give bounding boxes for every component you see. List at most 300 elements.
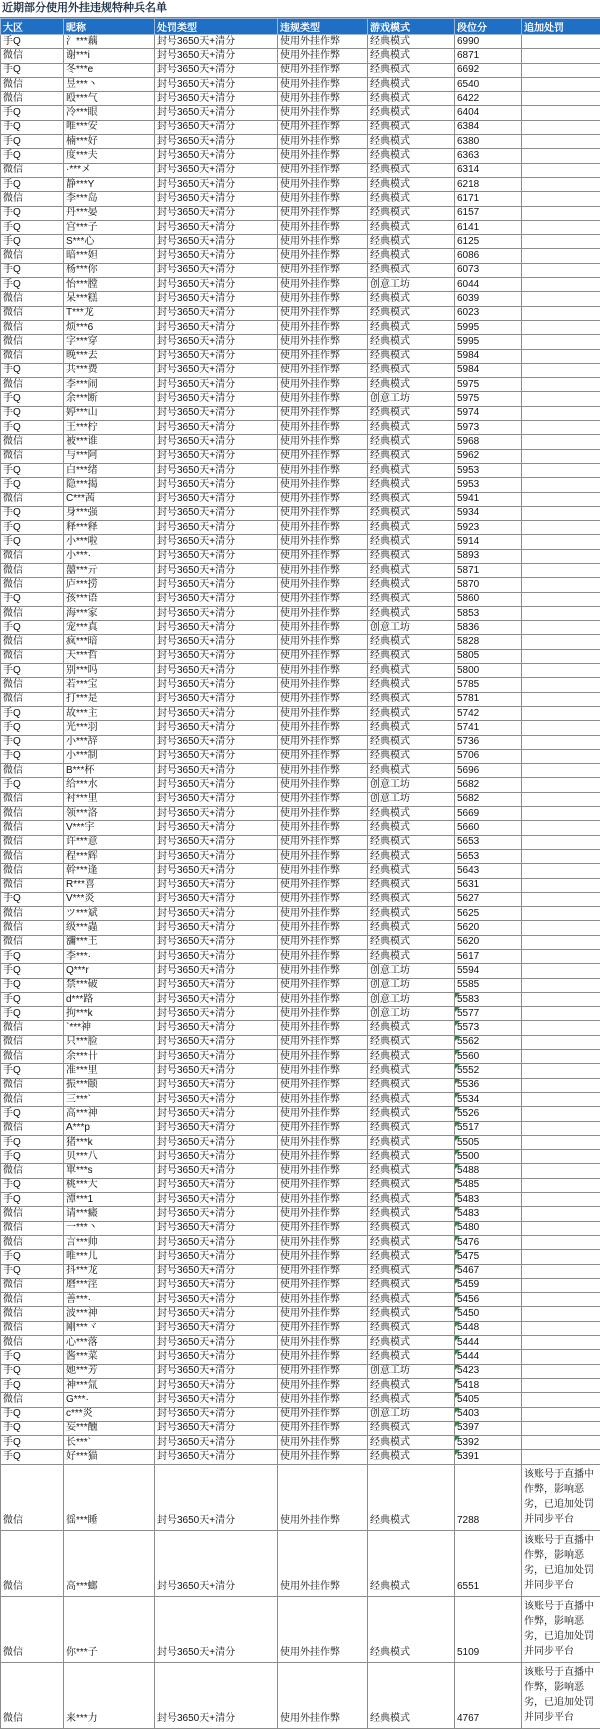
cell-extra-penalty[interactable] xyxy=(522,1078,600,1092)
cell-extra-penalty[interactable] xyxy=(522,664,600,678)
cell-game-mode[interactable]: 经典模式 xyxy=(368,306,455,320)
cell-game-mode[interactable]: 经典模式 xyxy=(368,635,455,649)
cell-rank-score[interactable]: 5403 xyxy=(455,1407,522,1421)
cell-extra-penalty[interactable] xyxy=(522,1321,600,1335)
cell-rank-score[interactable]: 5488 xyxy=(455,1164,522,1178)
cell-game-mode[interactable]: 经典模式 xyxy=(368,320,455,334)
cell-nickname[interactable]: R***喜 xyxy=(64,878,155,892)
cell-region[interactable]: 手Q xyxy=(1,220,64,234)
cell-region[interactable]: 手Q xyxy=(1,1436,64,1450)
cell-violation-type[interactable]: 使用外挂作弊 xyxy=(278,563,368,577)
cell-game-mode[interactable]: 经典模式 xyxy=(368,678,455,692)
cell-violation-type[interactable]: 使用外挂作弊 xyxy=(278,749,368,763)
cell-penalty-type[interactable]: 封号3650天+清分 xyxy=(155,220,278,234)
cell-rank-score[interactable]: 5392 xyxy=(455,1436,522,1450)
cell-penalty-type[interactable]: 封号3650天+清分 xyxy=(155,535,278,549)
cell-game-mode[interactable]: 创意工坊 xyxy=(368,392,455,406)
cell-extra-penalty[interactable] xyxy=(522,807,600,821)
cell-rank-score[interactable]: 5627 xyxy=(455,892,522,906)
cell-region[interactable]: 微信 xyxy=(1,764,64,778)
cell-game-mode[interactable]: 经典模式 xyxy=(368,692,455,706)
cell-penalty-type[interactable]: 封号3650天+清分 xyxy=(155,807,278,821)
cell-region[interactable]: 微信 xyxy=(1,1321,64,1335)
cell-region[interactable]: 手Q xyxy=(1,135,64,149)
cell-nickname[interactable]: 小***· xyxy=(64,549,155,563)
cell-extra-penalty-note[interactable]: 该账号于直播中作弊，影响恶劣，已追加处罚并同步平台 xyxy=(522,1596,600,1662)
cell-violation-type[interactable]: 使用外挂作弊 xyxy=(278,1021,368,1035)
cell-nickname[interactable]: 共***费 xyxy=(64,363,155,377)
cell-penalty-type[interactable]: 封号3650天+清分 xyxy=(155,1121,278,1135)
cell-penalty-type[interactable]: 封号3650天+清分 xyxy=(155,878,278,892)
cell-nickname[interactable]: 囍***亓 xyxy=(64,563,155,577)
cell-penalty-type[interactable]: 封号3650天+清分 xyxy=(155,320,278,334)
cell-game-mode[interactable]: 经典模式 xyxy=(368,721,455,735)
cell-nickname[interactable]: 幹***逢 xyxy=(64,864,155,878)
cell-game-mode[interactable]: 经典模式 xyxy=(368,120,455,134)
cell-nickname[interactable]: 庐***捞 xyxy=(64,578,155,592)
cell-nickname[interactable]: S***心 xyxy=(64,235,155,249)
cell-game-mode[interactable]: 经典模式 xyxy=(368,106,455,120)
cell-violation-type[interactable]: 使用外挂作弊 xyxy=(278,1064,368,1078)
cell-region[interactable]: 微信 xyxy=(1,678,64,692)
cell-nickname[interactable]: 孩***语 xyxy=(64,592,155,606)
cell-nickname[interactable]: 谢***i xyxy=(64,49,155,63)
cell-region[interactable]: 手Q xyxy=(1,1007,64,1021)
cell-nickname[interactable]: 小***制 xyxy=(64,749,155,763)
cell-extra-penalty[interactable] xyxy=(522,1050,600,1064)
cell-region[interactable]: 手Q xyxy=(1,363,64,377)
cell-violation-type[interactable]: 使用外挂作弊 xyxy=(278,878,368,892)
cell-rank-score[interactable]: 5706 xyxy=(455,749,522,763)
cell-region[interactable]: 微信 xyxy=(1,349,64,363)
cell-region[interactable]: 微信 xyxy=(1,249,64,263)
cell-game-mode[interactable]: 经典模式 xyxy=(368,1662,455,1728)
cell-violation-type[interactable]: 使用外挂作弊 xyxy=(278,1164,368,1178)
cell-violation-type[interactable]: 使用外挂作弊 xyxy=(278,778,368,792)
cell-penalty-type[interactable]: 封号3650天+清分 xyxy=(155,449,278,463)
cell-violation-type[interactable]: 使用外挂作弊 xyxy=(278,149,368,163)
cell-region[interactable]: 手Q xyxy=(1,621,64,635)
cell-extra-penalty[interactable] xyxy=(522,306,600,320)
header-region[interactable]: 大区 xyxy=(1,19,64,35)
cell-violation-type[interactable]: 使用外挂作弊 xyxy=(278,206,368,220)
cell-rank-score[interactable]: 5682 xyxy=(455,778,522,792)
cell-region[interactable]: 手Q xyxy=(1,177,64,191)
cell-violation-type[interactable]: 使用外挂作弊 xyxy=(278,335,368,349)
cell-region[interactable]: 手Q xyxy=(1,35,64,49)
cell-rank-score[interactable]: 5594 xyxy=(455,964,522,978)
cell-violation-type[interactable]: 使用外挂作弊 xyxy=(278,63,368,77)
cell-region[interactable]: 微信 xyxy=(1,849,64,863)
cell-nickname[interactable]: 来***力 xyxy=(64,1662,155,1728)
cell-extra-penalty[interactable] xyxy=(522,1064,600,1078)
cell-rank-score[interactable]: 5995 xyxy=(455,320,522,334)
cell-region[interactable]: 微信 xyxy=(1,1596,64,1662)
cell-game-mode[interactable]: 经典模式 xyxy=(368,764,455,778)
cell-penalty-type[interactable]: 封号3650天+清分 xyxy=(155,406,278,420)
cell-violation-type[interactable]: 使用外挂作弊 xyxy=(278,1321,368,1335)
cell-extra-penalty[interactable] xyxy=(522,935,600,949)
cell-rank-score[interactable]: 6404 xyxy=(455,106,522,120)
cell-violation-type[interactable]: 使用外挂作弊 xyxy=(278,1235,368,1249)
cell-game-mode[interactable]: 创意工坊 xyxy=(368,278,455,292)
cell-extra-penalty[interactable] xyxy=(522,35,600,49)
cell-rank-score[interactable]: 6384 xyxy=(455,120,522,134)
cell-rank-score[interactable]: 5669 xyxy=(455,807,522,821)
cell-region[interactable]: 微信 xyxy=(1,635,64,649)
cell-violation-type[interactable]: 使用外挂作弊 xyxy=(278,1407,368,1421)
cell-rank-score[interactable]: 5828 xyxy=(455,635,522,649)
cell-rank-score[interactable]: 5653 xyxy=(455,835,522,849)
cell-nickname[interactable]: 楠***好 xyxy=(64,135,155,149)
cell-rank-score[interactable]: 5552 xyxy=(455,1064,522,1078)
cell-violation-type[interactable]: 使用外挂作弊 xyxy=(278,1662,368,1728)
cell-penalty-type[interactable]: 封号3650天+清分 xyxy=(155,1378,278,1392)
cell-rank-score[interactable]: 5485 xyxy=(455,1178,522,1192)
cell-rank-score[interactable]: 5450 xyxy=(455,1307,522,1321)
cell-nickname[interactable]: c***炎 xyxy=(64,1407,155,1421)
cell-nickname[interactable]: 好***猫 xyxy=(64,1450,155,1464)
cell-violation-type[interactable]: 使用外挂作弊 xyxy=(278,492,368,506)
cell-penalty-type[interactable]: 封号3650天+清分 xyxy=(155,1064,278,1078)
cell-nickname[interactable]: 打***是 xyxy=(64,692,155,706)
cell-violation-type[interactable]: 使用外挂作弊 xyxy=(278,1530,368,1596)
cell-nickname[interactable]: 贝***八 xyxy=(64,1150,155,1164)
cell-violation-type[interactable]: 使用外挂作弊 xyxy=(278,406,368,420)
cell-violation-type[interactable]: 使用外挂作弊 xyxy=(278,549,368,563)
cell-region[interactable]: 手Q xyxy=(1,392,64,406)
cell-penalty-type[interactable]: 封号3650天+清分 xyxy=(155,821,278,835)
cell-rank-score[interactable]: 5444 xyxy=(455,1336,522,1350)
cell-extra-penalty[interactable] xyxy=(522,749,600,763)
cell-region[interactable]: 微信 xyxy=(1,335,64,349)
cell-penalty-type[interactable]: 封号3650天+清分 xyxy=(155,177,278,191)
cell-penalty-type[interactable]: 封号3650天+清分 xyxy=(155,849,278,863)
cell-nickname[interactable]: ツ***斌 xyxy=(64,907,155,921)
cell-game-mode[interactable]: 经典模式 xyxy=(368,907,455,921)
cell-region[interactable]: 手Q xyxy=(1,1421,64,1435)
cell-rank-score[interactable]: 5741 xyxy=(455,721,522,735)
cell-nickname[interactable]: 抖***龙 xyxy=(64,1264,155,1278)
cell-penalty-type[interactable]: 封号3650天+清分 xyxy=(155,721,278,735)
cell-violation-type[interactable]: 使用外挂作弊 xyxy=(278,1178,368,1192)
cell-region[interactable]: 手Q xyxy=(1,506,64,520)
cell-violation-type[interactable]: 使用外挂作弊 xyxy=(278,392,368,406)
cell-violation-type[interactable]: 使用外挂作弊 xyxy=(278,635,368,649)
cell-region[interactable]: 手Q xyxy=(1,1250,64,1264)
cell-region[interactable]: 微信 xyxy=(1,807,64,821)
cell-penalty-type[interactable]: 封号3650天+清分 xyxy=(155,992,278,1006)
cell-violation-type[interactable]: 使用外挂作弊 xyxy=(278,1596,368,1662)
cell-region[interactable]: 手Q xyxy=(1,421,64,435)
cell-penalty-type[interactable]: 封号3650天+清分 xyxy=(155,706,278,720)
cell-game-mode[interactable]: 创意工坊 xyxy=(368,621,455,635)
cell-penalty-type[interactable]: 封号3650天+清分 xyxy=(155,421,278,435)
cell-extra-penalty[interactable] xyxy=(522,606,600,620)
cell-rank-score[interactable]: 5941 xyxy=(455,492,522,506)
cell-game-mode[interactable]: 经典模式 xyxy=(368,135,455,149)
cell-penalty-type[interactable]: 封号3650天+清分 xyxy=(155,506,278,520)
cell-game-mode[interactable]: 经典模式 xyxy=(368,878,455,892)
cell-extra-penalty[interactable] xyxy=(522,163,600,177)
cell-game-mode[interactable]: 经典模式 xyxy=(368,821,455,835)
cell-region[interactable]: 手Q xyxy=(1,1107,64,1121)
cell-nickname[interactable]: 被***谁 xyxy=(64,435,155,449)
cell-game-mode[interactable]: 经典模式 xyxy=(368,1378,455,1392)
cell-extra-penalty[interactable] xyxy=(522,764,600,778)
cell-game-mode[interactable]: 经典模式 xyxy=(368,220,455,234)
cell-extra-penalty[interactable] xyxy=(522,835,600,849)
cell-nickname[interactable]: 身***强 xyxy=(64,506,155,520)
cell-penalty-type[interactable]: 封号3650天+清分 xyxy=(155,1178,278,1192)
cell-nickname[interactable]: 晚***去 xyxy=(64,349,155,363)
cell-nickname[interactable]: 释***释 xyxy=(64,521,155,535)
cell-violation-type[interactable]: 使用外挂作弊 xyxy=(278,506,368,520)
cell-game-mode[interactable]: 创意工坊 xyxy=(368,1007,455,1021)
cell-extra-penalty[interactable] xyxy=(522,263,600,277)
cell-region[interactable]: 手Q xyxy=(1,1150,64,1164)
cell-extra-penalty[interactable] xyxy=(522,535,600,549)
cell-nickname[interactable]: 给***水 xyxy=(64,778,155,792)
cell-extra-penalty[interactable] xyxy=(522,63,600,77)
cell-rank-score[interactable]: 6363 xyxy=(455,149,522,163)
cell-rank-score[interactable]: 5682 xyxy=(455,792,522,806)
cell-extra-penalty[interactable] xyxy=(522,964,600,978)
cell-rank-score[interactable]: 6540 xyxy=(455,77,522,91)
cell-extra-penalty[interactable] xyxy=(522,278,600,292)
cell-nickname[interactable]: 氵***藕 xyxy=(64,35,155,49)
cell-region[interactable]: 微信 xyxy=(1,878,64,892)
cell-region[interactable]: 手Q xyxy=(1,964,64,978)
cell-penalty-type[interactable]: 封号3650天+清分 xyxy=(155,192,278,206)
cell-game-mode[interactable]: 经典模式 xyxy=(368,335,455,349)
cell-penalty-type[interactable]: 封号3650天+清分 xyxy=(155,49,278,63)
cell-extra-penalty[interactable] xyxy=(522,135,600,149)
cell-extra-penalty[interactable] xyxy=(522,521,600,535)
cell-nickname[interactable]: 怡***膛 xyxy=(64,278,155,292)
cell-extra-penalty[interactable] xyxy=(522,1164,600,1178)
cell-region[interactable]: 微信 xyxy=(1,192,64,206)
cell-rank-score[interactable]: 5448 xyxy=(455,1321,522,1335)
cell-region[interactable]: 微信 xyxy=(1,649,64,663)
cell-game-mode[interactable]: 经典模式 xyxy=(368,649,455,663)
cell-nickname[interactable]: 丹***晏 xyxy=(64,206,155,220)
cell-nickname[interactable]: 许***意 xyxy=(64,835,155,849)
cell-violation-type[interactable]: 使用外挂作弊 xyxy=(278,864,368,878)
cell-extra-penalty[interactable] xyxy=(522,1092,600,1106)
cell-rank-score[interactable]: 5459 xyxy=(455,1278,522,1292)
cell-nickname[interactable]: B***杯 xyxy=(64,764,155,778)
cell-violation-type[interactable]: 使用外挂作弊 xyxy=(278,320,368,334)
cell-nickname[interactable]: Q***r xyxy=(64,964,155,978)
cell-region[interactable]: 手Q xyxy=(1,778,64,792)
cell-game-mode[interactable]: 经典模式 xyxy=(368,749,455,763)
cell-game-mode[interactable]: 经典模式 xyxy=(368,163,455,177)
cell-game-mode[interactable]: 经典模式 xyxy=(368,1050,455,1064)
cell-rank-score[interactable]: 5785 xyxy=(455,678,522,692)
cell-game-mode[interactable]: 经典模式 xyxy=(368,206,455,220)
cell-extra-penalty[interactable] xyxy=(522,106,600,120)
cell-game-mode[interactable]: 经典模式 xyxy=(368,1421,455,1435)
header-violation-type[interactable]: 违规类型 xyxy=(278,19,368,35)
cell-game-mode[interactable]: 经典模式 xyxy=(368,77,455,91)
cell-penalty-type[interactable]: 封号3650天+清分 xyxy=(155,278,278,292)
cell-penalty-type[interactable]: 封号3650天+清分 xyxy=(155,1293,278,1307)
cell-rank-score[interactable]: 5974 xyxy=(455,406,522,420)
cell-game-mode[interactable]: 经典模式 xyxy=(368,921,455,935)
cell-nickname[interactable]: A***p xyxy=(64,1121,155,1135)
cell-region[interactable]: 微信 xyxy=(1,1164,64,1178)
cell-nickname[interactable]: 与***阿 xyxy=(64,449,155,463)
cell-extra-penalty[interactable] xyxy=(522,578,600,592)
cell-game-mode[interactable]: 经典模式 xyxy=(368,864,455,878)
cell-region[interactable]: 手Q xyxy=(1,535,64,549)
cell-nickname[interactable]: T***龙 xyxy=(64,306,155,320)
cell-extra-penalty[interactable] xyxy=(522,692,600,706)
cell-penalty-type[interactable]: 封号3650天+清分 xyxy=(155,1078,278,1092)
cell-violation-type[interactable]: 使用外挂作弊 xyxy=(278,1307,368,1321)
cell-rank-score[interactable]: 7288 xyxy=(455,1464,522,1530)
cell-nickname[interactable]: 李***岛 xyxy=(64,192,155,206)
cell-game-mode[interactable]: 创意工坊 xyxy=(368,1364,455,1378)
cell-rank-score[interactable]: 6314 xyxy=(455,163,522,177)
cell-region[interactable]: 微信 xyxy=(1,1050,64,1064)
cell-game-mode[interactable]: 经典模式 xyxy=(368,950,455,964)
cell-nickname[interactable]: 徭***睡 xyxy=(64,1464,155,1530)
cell-region[interactable]: 手Q xyxy=(1,749,64,763)
cell-extra-penalty[interactable] xyxy=(522,878,600,892)
cell-nickname[interactable]: ·***メ xyxy=(64,163,155,177)
cell-violation-type[interactable]: 使用外挂作弊 xyxy=(278,449,368,463)
cell-rank-score[interactable]: 5860 xyxy=(455,592,522,606)
cell-game-mode[interactable]: 经典模式 xyxy=(368,421,455,435)
cell-region[interactable]: 手Q xyxy=(1,978,64,992)
cell-rank-score[interactable]: 5968 xyxy=(455,435,522,449)
cell-game-mode[interactable]: 经典模式 xyxy=(368,449,455,463)
cell-nickname[interactable]: 三***` xyxy=(64,1092,155,1106)
cell-rank-score[interactable]: 6044 xyxy=(455,278,522,292)
cell-rank-score[interactable]: 5405 xyxy=(455,1393,522,1407)
cell-nickname[interactable]: 请***癜 xyxy=(64,1207,155,1221)
cell-violation-type[interactable]: 使用外挂作弊 xyxy=(278,1450,368,1464)
cell-violation-type[interactable]: 使用外挂作弊 xyxy=(278,49,368,63)
cell-penalty-type[interactable]: 封号3650天+清分 xyxy=(155,1107,278,1121)
cell-game-mode[interactable]: 经典模式 xyxy=(368,578,455,592)
cell-violation-type[interactable]: 使用外挂作弊 xyxy=(278,1221,368,1235)
cell-rank-score[interactable]: 5526 xyxy=(455,1107,522,1121)
cell-penalty-type[interactable]: 封号3650天+清分 xyxy=(155,63,278,77)
cell-game-mode[interactable]: 经典模式 xyxy=(368,1393,455,1407)
cell-game-mode[interactable]: 经典模式 xyxy=(368,406,455,420)
cell-game-mode[interactable]: 经典模式 xyxy=(368,1321,455,1335)
cell-region[interactable]: 微信 xyxy=(1,1278,64,1292)
cell-extra-penalty[interactable] xyxy=(522,907,600,921)
cell-nickname[interactable]: 冬***e xyxy=(64,63,155,77)
cell-region[interactable]: 微信 xyxy=(1,1293,64,1307)
cell-violation-type[interactable]: 使用外挂作弊 xyxy=(278,521,368,535)
cell-rank-score[interactable]: 5476 xyxy=(455,1235,522,1249)
cell-violation-type[interactable]: 使用外挂作弊 xyxy=(278,77,368,91)
cell-penalty-type[interactable]: 封号3650天+清分 xyxy=(155,378,278,392)
cell-extra-penalty[interactable] xyxy=(522,678,600,692)
cell-extra-penalty[interactable] xyxy=(522,1121,600,1135)
cell-nickname[interactable]: 你***子 xyxy=(64,1596,155,1662)
cell-violation-type[interactable]: 使用外挂作弊 xyxy=(278,606,368,620)
cell-region[interactable]: 微信 xyxy=(1,1035,64,1049)
cell-rank-score[interactable]: 5742 xyxy=(455,706,522,720)
cell-penalty-type[interactable]: 封号3650天+清分 xyxy=(155,1021,278,1035)
cell-nickname[interactable]: C***茜 xyxy=(64,492,155,506)
cell-extra-penalty[interactable] xyxy=(522,1393,600,1407)
cell-violation-type[interactable]: 使用外挂作弊 xyxy=(278,1207,368,1221)
cell-extra-penalty[interactable] xyxy=(522,1407,600,1421)
cell-region[interactable]: 微信 xyxy=(1,1121,64,1135)
cell-game-mode[interactable]: 经典模式 xyxy=(368,521,455,535)
cell-region[interactable]: 微信 xyxy=(1,449,64,463)
cell-game-mode[interactable]: 经典模式 xyxy=(368,1193,455,1207)
cell-game-mode[interactable]: 经典模式 xyxy=(368,35,455,49)
cell-game-mode[interactable]: 经典模式 xyxy=(368,1336,455,1350)
cell-extra-penalty[interactable] xyxy=(522,992,600,1006)
cell-extra-penalty[interactable] xyxy=(522,492,600,506)
cell-extra-penalty[interactable] xyxy=(522,1450,600,1464)
cell-nickname[interactable]: 杨***你 xyxy=(64,263,155,277)
cell-nickname[interactable]: 高***螂 xyxy=(64,1530,155,1596)
cell-penalty-type[interactable]: 封号3650天+清分 xyxy=(155,1050,278,1064)
cell-penalty-type[interactable]: 封号3650天+清分 xyxy=(155,35,278,49)
cell-extra-penalty[interactable] xyxy=(522,1235,600,1249)
cell-region[interactable]: 手Q xyxy=(1,406,64,420)
cell-region[interactable]: 手Q xyxy=(1,463,64,477)
cell-game-mode[interactable]: 经典模式 xyxy=(368,535,455,549)
cell-region[interactable]: 微信 xyxy=(1,792,64,806)
cell-nickname[interactable]: 唯***儿 xyxy=(64,1250,155,1264)
cell-penalty-type[interactable]: 封号3650天+清分 xyxy=(155,792,278,806)
header-nickname[interactable]: 昵称 xyxy=(64,19,155,35)
cell-penalty-type[interactable]: 封号3650天+清分 xyxy=(155,1250,278,1264)
cell-extra-penalty[interactable] xyxy=(522,1378,600,1392)
cell-game-mode[interactable]: 经典模式 xyxy=(368,549,455,563)
cell-penalty-type[interactable]: 封号3650天+清分 xyxy=(155,978,278,992)
cell-violation-type[interactable]: 使用外挂作弊 xyxy=(278,1050,368,1064)
cell-rank-score[interactable]: 6380 xyxy=(455,135,522,149)
cell-violation-type[interactable]: 使用外挂作弊 xyxy=(278,306,368,320)
cell-game-mode[interactable]: 经典模式 xyxy=(368,1221,455,1235)
cell-violation-type[interactable]: 使用外挂作弊 xyxy=(278,950,368,964)
cell-penalty-type[interactable]: 封号3650天+清分 xyxy=(155,921,278,935)
cell-extra-penalty[interactable] xyxy=(522,235,600,249)
cell-penalty-type[interactable]: 封号3650天+清分 xyxy=(155,749,278,763)
cell-violation-type[interactable]: 使用外挂作弊 xyxy=(278,1364,368,1378)
cell-game-mode[interactable]: 经典模式 xyxy=(368,92,455,106)
cell-rank-score[interactable]: 5962 xyxy=(455,449,522,463)
cell-nickname[interactable]: 猪***k xyxy=(64,1135,155,1149)
cell-region[interactable]: 手Q xyxy=(1,950,64,964)
cell-violation-type[interactable]: 使用外挂作弊 xyxy=(278,363,368,377)
cell-game-mode[interactable]: 经典模式 xyxy=(368,835,455,849)
cell-game-mode[interactable]: 经典模式 xyxy=(368,435,455,449)
cell-extra-penalty[interactable] xyxy=(522,1193,600,1207)
cell-penalty-type[interactable]: 封号3650天+清分 xyxy=(155,492,278,506)
cell-region[interactable]: 手Q xyxy=(1,106,64,120)
cell-penalty-type[interactable]: 封号3650天+清分 xyxy=(155,1662,278,1728)
cell-penalty-type[interactable]: 封号3650天+清分 xyxy=(155,1278,278,1292)
cell-violation-type[interactable]: 使用外挂作弊 xyxy=(278,249,368,263)
cell-extra-penalty-note[interactable]: 该账号于直播中作弊，影响恶劣，已追加处罚并同步平台 xyxy=(522,1530,600,1596)
cell-violation-type[interactable]: 使用外挂作弊 xyxy=(278,177,368,191)
cell-rank-score[interactable]: 5577 xyxy=(455,1007,522,1021)
cell-violation-type[interactable]: 使用外挂作弊 xyxy=(278,135,368,149)
